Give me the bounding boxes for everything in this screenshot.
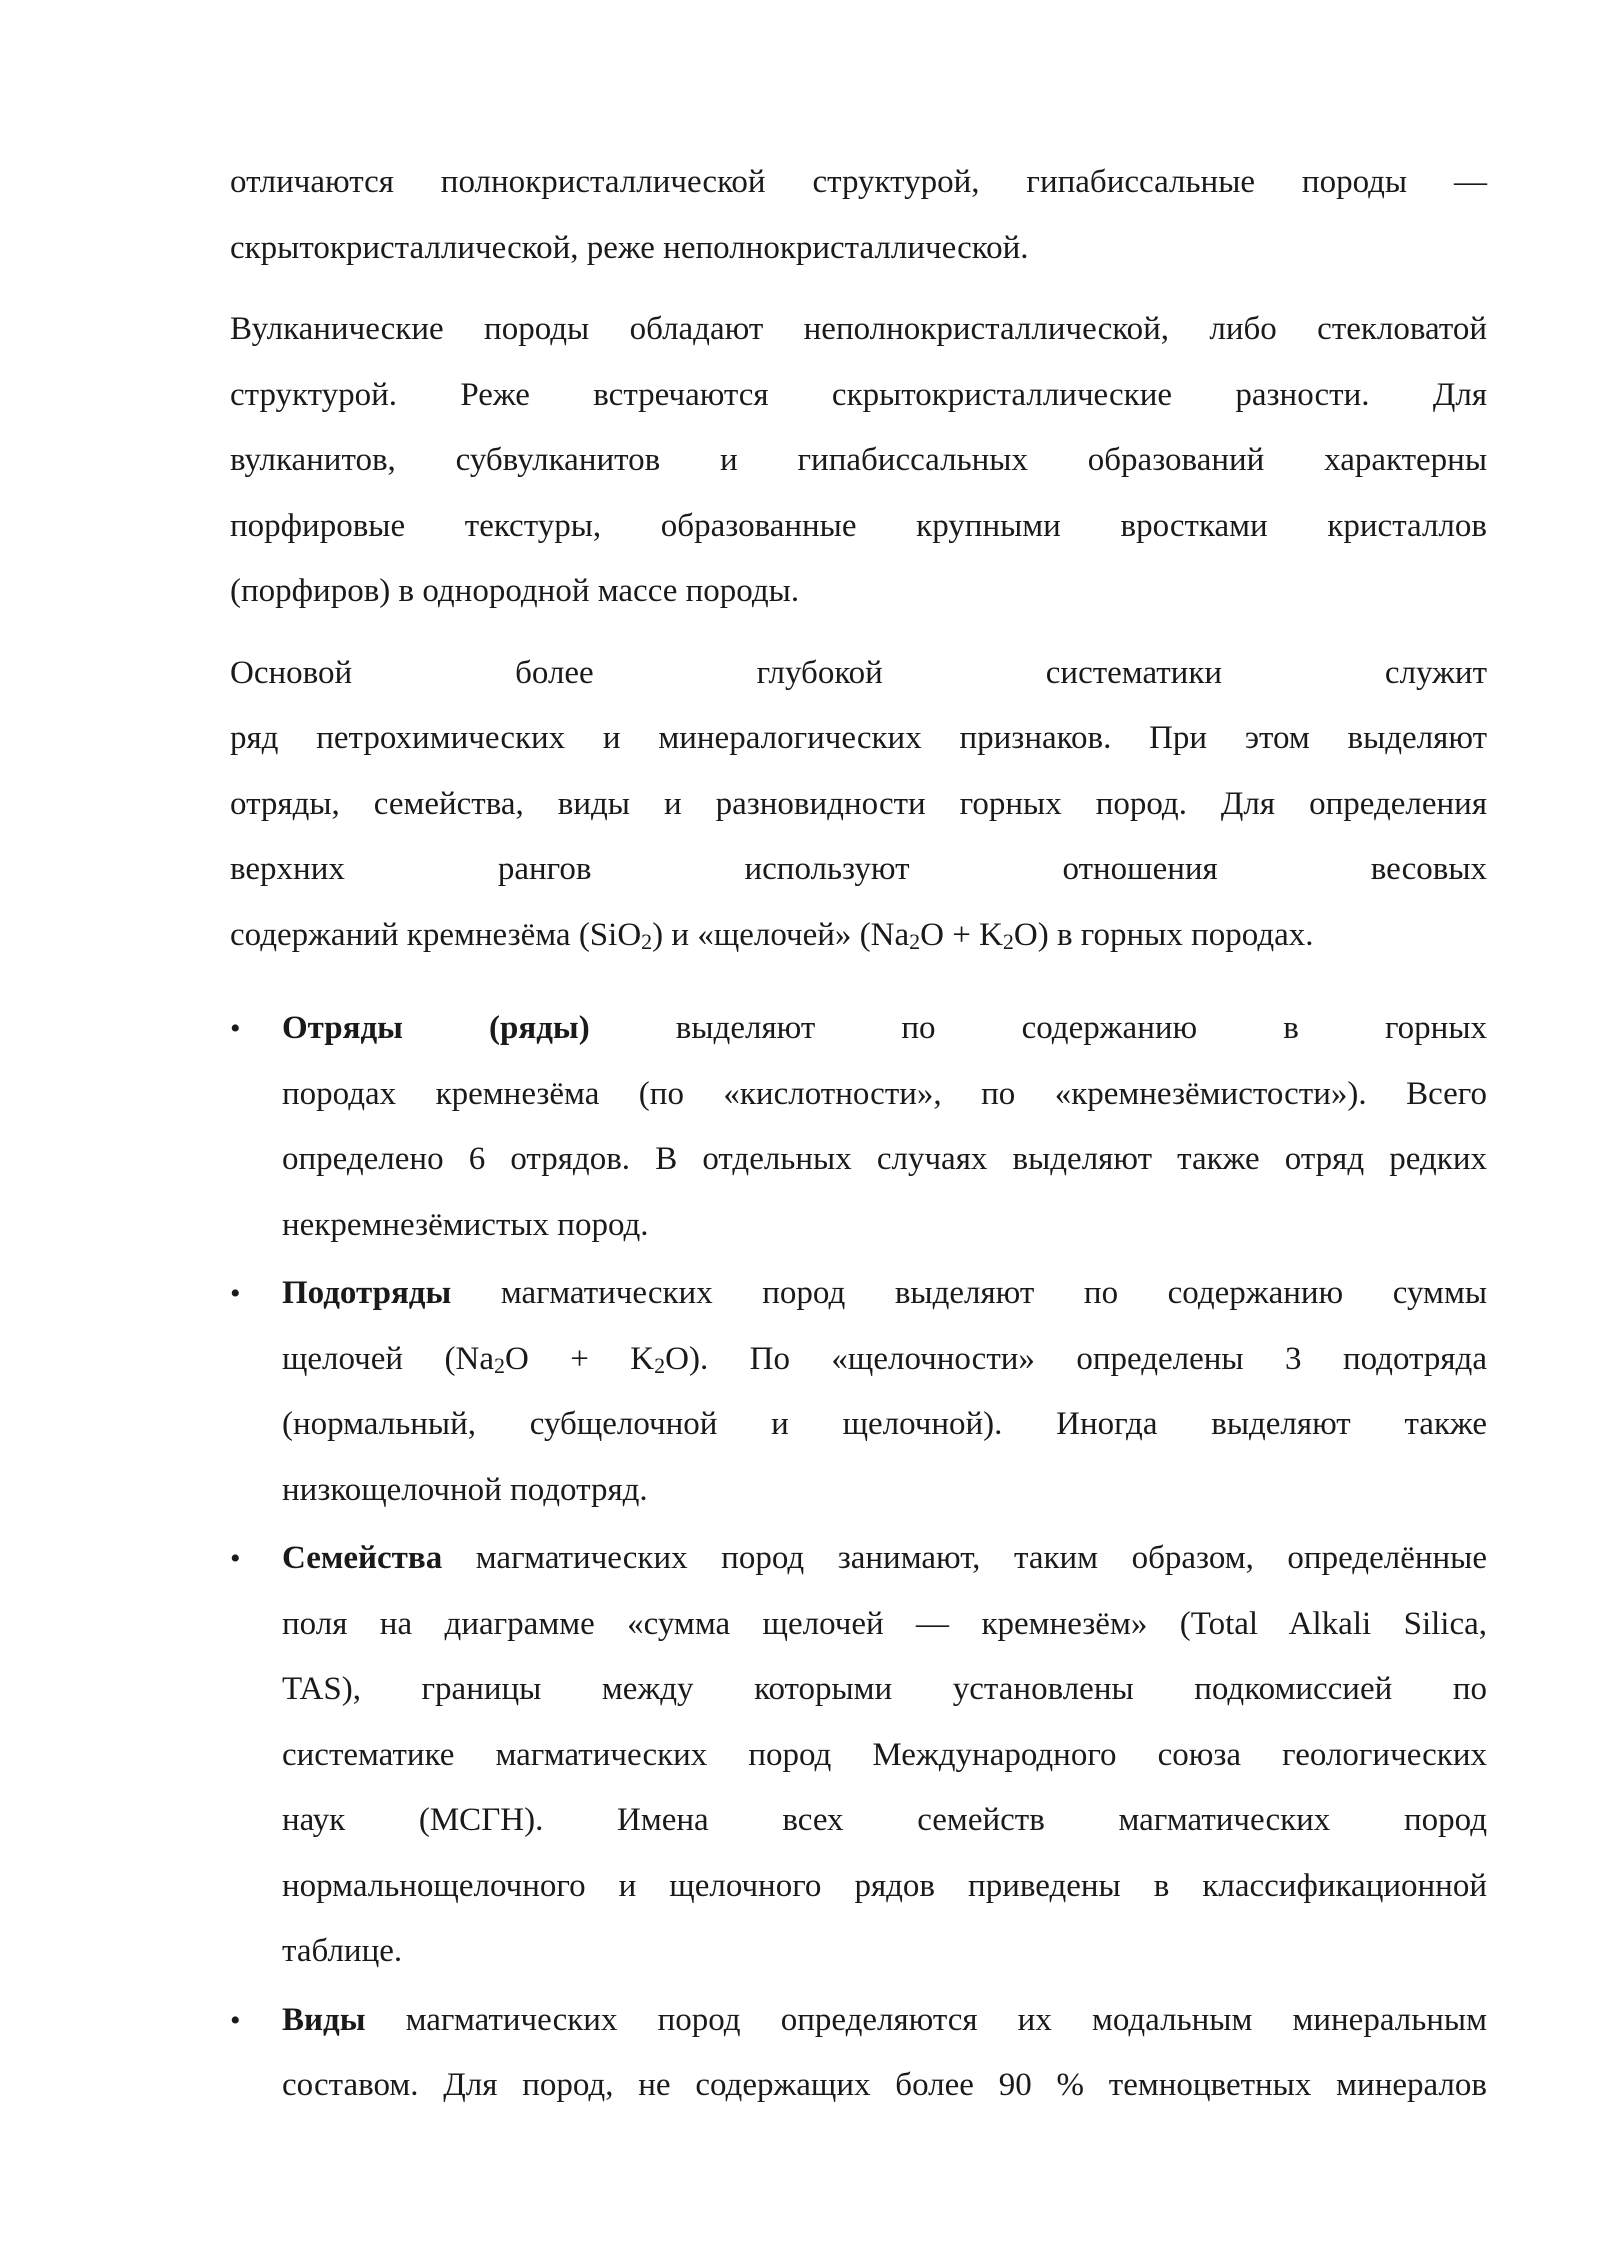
bullet-icon: • bbox=[230, 1012, 241, 1045]
subscript: 2 bbox=[1002, 928, 1014, 954]
formula-text: ) и «щелочей» (Na bbox=[652, 916, 910, 953]
text-line: отряды, семейства, виды и разновидности горных пород. Для определения bbox=[230, 785, 1487, 822]
text-line: поля на диаграмме «сумма щелочей — кремнезём» (Total Alkali Silica, bbox=[282, 1605, 1487, 1642]
text-line bbox=[282, 1988, 1487, 2054]
formula-text: содержаний кремнезёма (SiO bbox=[230, 916, 642, 953]
text-line: таблице. bbox=[282, 1933, 403, 1969]
formula-text: O + K bbox=[504, 1340, 655, 1377]
bullet-text: магматических пород выделяют по содержанию суммы bbox=[451, 1275, 1487, 1311]
text-line: низкощелочной подотряд. bbox=[282, 1471, 648, 1508]
subscript: 2 bbox=[909, 928, 921, 954]
bullet-term: Отряды (ряды) bbox=[282, 1010, 590, 1046]
bullet-item-species bbox=[230, 1988, 1487, 2119]
text-line: структурой. Реже встречаются скрытокристаллические разности. Для bbox=[230, 376, 1487, 413]
subscript: 2 bbox=[641, 928, 653, 954]
text-line: Вулканические породы обладают неполнокристаллической, либо стекловатой bbox=[230, 311, 1487, 347]
bullet-icon: • bbox=[230, 2003, 241, 2037]
text-line-formula bbox=[282, 1327, 1487, 1393]
classification-bullet-list bbox=[230, 996, 1487, 2119]
bullet-text: выделяют по содержанию в горных bbox=[589, 1010, 1487, 1046]
paragraph-structure-continuation bbox=[230, 150, 1487, 281]
text-line bbox=[282, 1526, 1487, 1592]
formula-text: O) в горных породах. bbox=[1013, 916, 1314, 953]
text-line: верхних рангов используют отношения весовых bbox=[230, 851, 1487, 887]
formula-text: щелочей (Na bbox=[282, 1340, 494, 1377]
paragraph-volcanic-rocks bbox=[230, 297, 1487, 625]
bullet-item-suborders bbox=[230, 1261, 1487, 1523]
text-line: TAS), границы между которыми установлены подкомиссией по bbox=[282, 1671, 1487, 1707]
formula-text: O). По «щелочности» определены 3 подотряда bbox=[665, 1340, 1487, 1377]
text-line-formula bbox=[230, 903, 1487, 969]
text-line: составом. Для пород, не содержащих более 90 % темноцветных минералов bbox=[282, 2067, 1487, 2103]
text-line: ряд петрохимических и минералогических признаков. При этом выделяют bbox=[230, 720, 1487, 756]
text-line: наук (МСГН). Имена всех семейств магматических пород bbox=[282, 1802, 1487, 1838]
text-line: породах кремнезёма (по «кислотности», по «кремнезёмистости»). Всего bbox=[282, 1075, 1487, 1112]
text-line: скрытокристаллической, реже неполнокристаллической. bbox=[230, 229, 1029, 266]
subscript: 2 bbox=[493, 1352, 505, 1378]
text-line: Основой более глубокой систематики служит bbox=[230, 654, 1487, 691]
text-line: (порфиров) в однородной массе породы. bbox=[230, 573, 800, 609]
bullet-term: Подотряды bbox=[282, 1275, 452, 1311]
text-line: систематике магматических пород Международного союза геологических bbox=[282, 1736, 1487, 1773]
text-line: некремнезёмистых пород. bbox=[282, 1206, 649, 1243]
bullet-text: магматических пород определяются их модальным минеральным bbox=[365, 2001, 1487, 2038]
bullet-icon: • bbox=[230, 1277, 241, 1310]
bullet-text: магматических пород занимают, таким образом, определённые bbox=[442, 1540, 1487, 1576]
subscript: 2 bbox=[654, 1352, 666, 1378]
text-line: определено 6 отрядов. В отдельных случаях выделяют также отряд редких bbox=[282, 1141, 1487, 1177]
bullet-term: Виды bbox=[282, 2001, 366, 2038]
bullet-term: Семейства bbox=[282, 1540, 443, 1576]
text-line: порфировые текстуры, образованные крупными вростками кристаллов bbox=[230, 507, 1487, 544]
text-line: вулканитов, субвулканитов и гипабиссальных образований характерны bbox=[230, 442, 1487, 478]
paragraph-systematics bbox=[230, 641, 1487, 969]
text-line: (нормальный, субщелочной и щелочной). Иногда выделяют также bbox=[282, 1406, 1487, 1442]
text-line: отличаются полнокристаллической структурой, гипабиссальные породы — bbox=[230, 164, 1487, 200]
text-line: нормальнощелочного и щелочного рядов приведены в классификационной bbox=[282, 1867, 1487, 1904]
bullet-icon: • bbox=[230, 1542, 241, 1575]
bullet-item-families bbox=[230, 1526, 1487, 1985]
formula-text: O + K bbox=[920, 916, 1003, 953]
text-line bbox=[282, 996, 1487, 1062]
bullet-item-orders bbox=[230, 996, 1487, 1258]
text-line bbox=[282, 1261, 1487, 1327]
